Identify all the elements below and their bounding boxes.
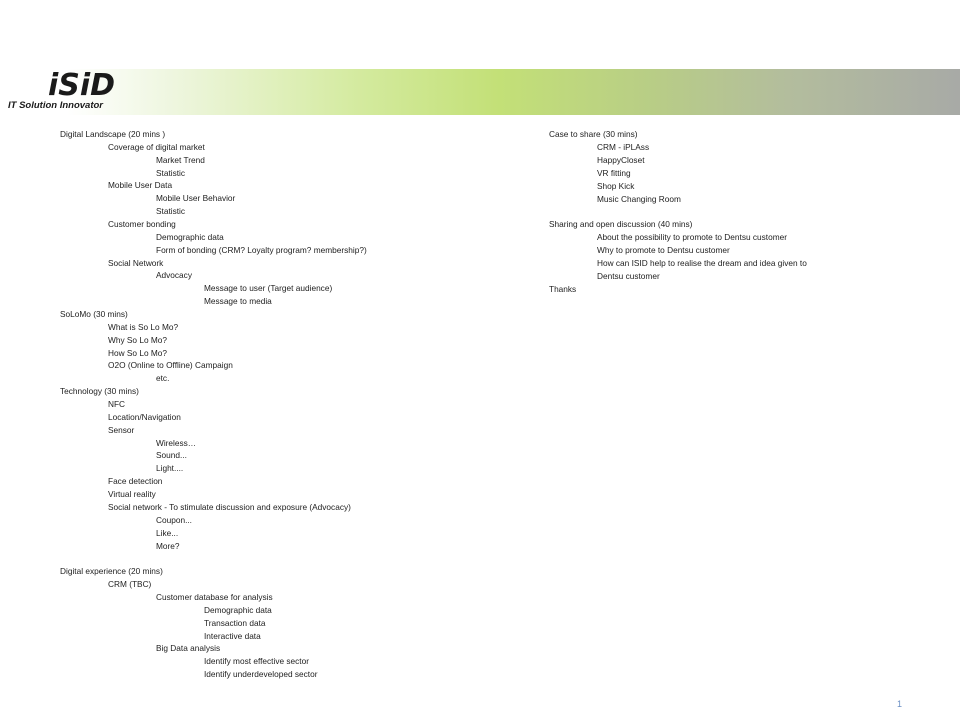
- agenda-item: Form of bonding (CRM? Loyalty program? membership?): [156, 244, 367, 255]
- agenda-item: Customer bonding: [108, 219, 176, 230]
- agenda-item: HappyCloset: [597, 154, 645, 165]
- agenda-item: Coupon...: [156, 514, 192, 525]
- agenda-item: Virtual reality: [108, 489, 156, 500]
- agenda-item: How So Lo Mo?: [108, 347, 168, 358]
- agenda-item: Demographic data: [156, 231, 224, 242]
- agenda-item: Mobile User Behavior: [156, 193, 236, 204]
- agenda-item: Face detection: [108, 476, 163, 487]
- agenda-right-column: [549, 128, 869, 296]
- agenda-item: Interactive data: [204, 630, 261, 641]
- agenda-item: Identify underdeveloped sector: [204, 669, 318, 680]
- agenda-item: Statistic: [156, 206, 186, 217]
- agenda-item: Big Data analysis: [156, 643, 221, 654]
- agenda-item: Sensor: [108, 424, 135, 435]
- agenda-item: Statistic: [156, 167, 186, 178]
- agenda-item: O2O (Online to Offline) Campaign: [108, 360, 233, 371]
- agenda-section-heading: [549, 205, 869, 218]
- agenda-item: etc.: [156, 373, 170, 384]
- page-number: 1: [897, 699, 903, 709]
- agenda-item: CRM (TBC): [108, 579, 152, 590]
- agenda-item: NFC: [108, 399, 126, 410]
- agenda-item: Why to promote to Dentsu customer: [597, 245, 730, 256]
- agenda-item: Wireless…: [156, 437, 197, 448]
- agenda-item: Location/Navigation: [108, 411, 181, 422]
- agenda-item: Social Network: [108, 257, 164, 268]
- agenda-section-heading: Thanks: [549, 283, 577, 294]
- header-band: [0, 69, 960, 115]
- agenda-item: Social network - To stimulate discussion and exposure (Advocacy): [108, 501, 351, 512]
- agenda-section-heading: Case to share (30 mins): [549, 129, 638, 139]
- agenda-item: Customer database for analysis: [156, 591, 273, 602]
- agenda-left-column: [60, 128, 480, 681]
- agenda-item: Dentsu customer: [597, 270, 660, 281]
- agenda-item: About the possibility to promote to Dentsu customer: [597, 232, 788, 243]
- logo-tagline: IT Solution Innovator: [8, 100, 103, 111]
- agenda-section-heading: Sharing and open discussion (40 mins): [549, 219, 693, 230]
- agenda-item: Market Trend: [156, 154, 205, 165]
- agenda-section-heading: Technology (30 mins): [60, 386, 139, 397]
- agenda-section-heading: SoLoMo (30 mins): [60, 309, 128, 320]
- agenda-item: Mobile User Data: [108, 180, 173, 191]
- agenda-item: Light....: [156, 463, 184, 474]
- agenda-section-heading: Digital experience (20 mins): [60, 566, 163, 577]
- agenda-item: Transaction data: [204, 617, 266, 628]
- agenda-item: Identify most effective sector: [204, 656, 309, 667]
- agenda-item: VR fitting: [597, 167, 631, 178]
- agenda-item: What is So Lo Mo?: [108, 321, 179, 332]
- agenda-item: Demographic data: [204, 604, 272, 615]
- agenda-item: Music Changing Room: [597, 193, 681, 204]
- agenda-item: How can ISID help to realise the dream and idea given to: [597, 258, 807, 269]
- agenda-item: Message to media: [204, 296, 272, 307]
- agenda-item: Why So Lo Mo?: [108, 334, 168, 345]
- agenda-item: Coverage of digital market: [108, 141, 205, 152]
- agenda-item: More?: [156, 540, 180, 551]
- agenda-section-heading: Digital Landscape (20 mins ): [60, 129, 166, 139]
- agenda-item: Like...: [156, 527, 179, 538]
- agenda-item: Sound...: [156, 450, 187, 461]
- logo-wordmark: iSiD: [48, 68, 116, 103]
- agenda-item: Advocacy: [156, 270, 192, 281]
- agenda-item: Shop Kick: [597, 180, 635, 191]
- agenda-section-heading: [60, 552, 480, 565]
- agenda-item: Message to user (Target audience): [204, 283, 333, 294]
- isid-logo: [8, 68, 123, 115]
- agenda-item: CRM - iPLAss: [597, 141, 650, 152]
